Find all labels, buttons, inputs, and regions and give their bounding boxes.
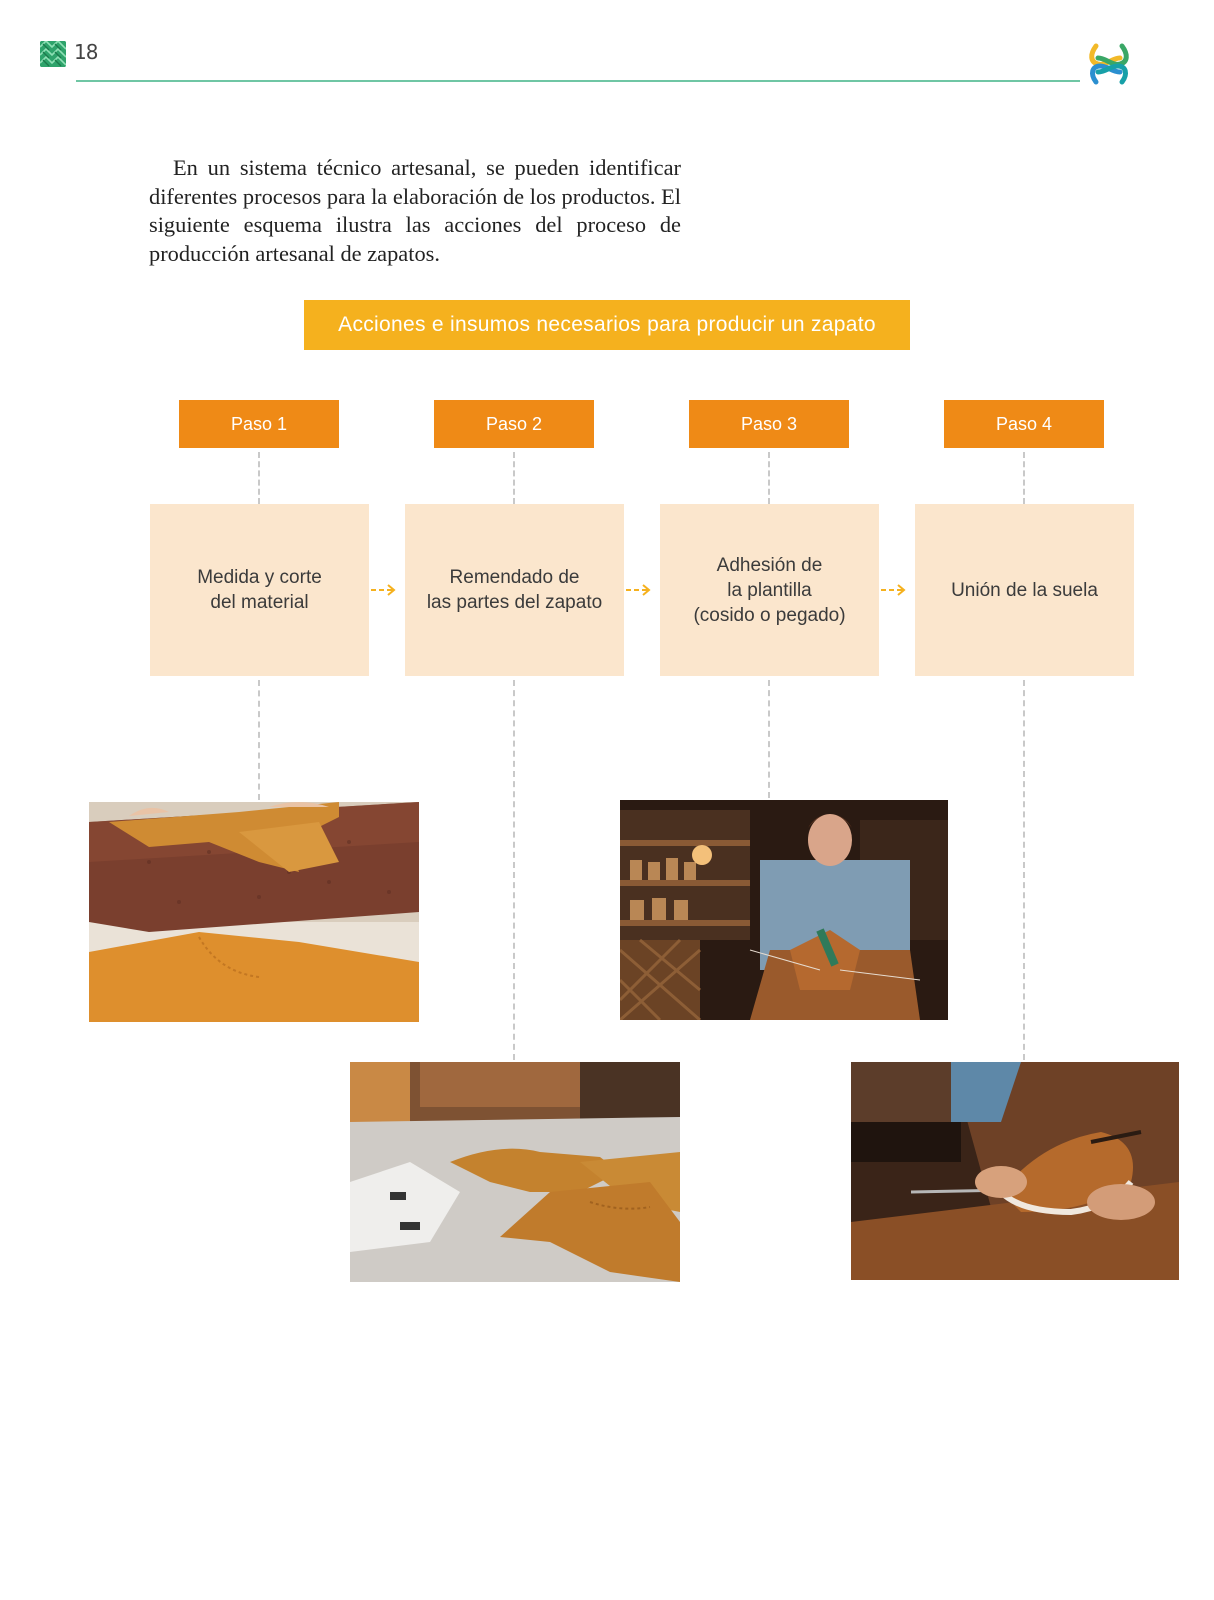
connector-line bbox=[768, 452, 770, 504]
photo-sole-attachment bbox=[851, 1062, 1179, 1280]
action-box-3: Adhesión de la plantilla (cosido o pegado) bbox=[660, 504, 879, 676]
dashed-arrow-icon bbox=[880, 583, 906, 597]
photo-craftsman-stitching bbox=[620, 800, 948, 1020]
action-box-1: Medida y corte del material bbox=[150, 504, 369, 676]
action-box-2: Remendado de las partes del zapato bbox=[405, 504, 624, 676]
interlocking-figures-logo-icon bbox=[1086, 40, 1132, 86]
diagram-title: Acciones e insumos necesarios para producir un zapato bbox=[304, 300, 910, 350]
connector-line bbox=[768, 680, 770, 798]
connector-line bbox=[1023, 680, 1025, 1060]
intro-paragraph: En un sistema técnico artesanal, se pueden identificar diferentes procesos para la elaboración de los productos. El siguiente esquema ilustra las acciones del proceso de producción artesanal de zapatos. bbox=[149, 155, 681, 266]
connector-line bbox=[513, 452, 515, 504]
step-3-label: Paso 3 bbox=[689, 400, 849, 448]
header-rule bbox=[76, 80, 1080, 82]
step-4-label: Paso 4 bbox=[944, 400, 1104, 448]
connector-line bbox=[258, 680, 260, 800]
page-badge-icon bbox=[40, 41, 66, 67]
step-1-label: Paso 1 bbox=[179, 400, 339, 448]
dashed-arrow-icon bbox=[625, 583, 651, 597]
connector-line bbox=[513, 680, 515, 1060]
connector-line bbox=[258, 452, 260, 504]
connector-line bbox=[1023, 452, 1025, 504]
page-number: 18 bbox=[74, 40, 98, 64]
step-2-label: Paso 2 bbox=[434, 400, 594, 448]
action-box-4: Unión de la suela bbox=[915, 504, 1134, 676]
dashed-arrow-icon bbox=[370, 583, 396, 597]
photo-leather-pieces bbox=[350, 1062, 680, 1282]
photo-leather-cutting bbox=[89, 802, 419, 1022]
